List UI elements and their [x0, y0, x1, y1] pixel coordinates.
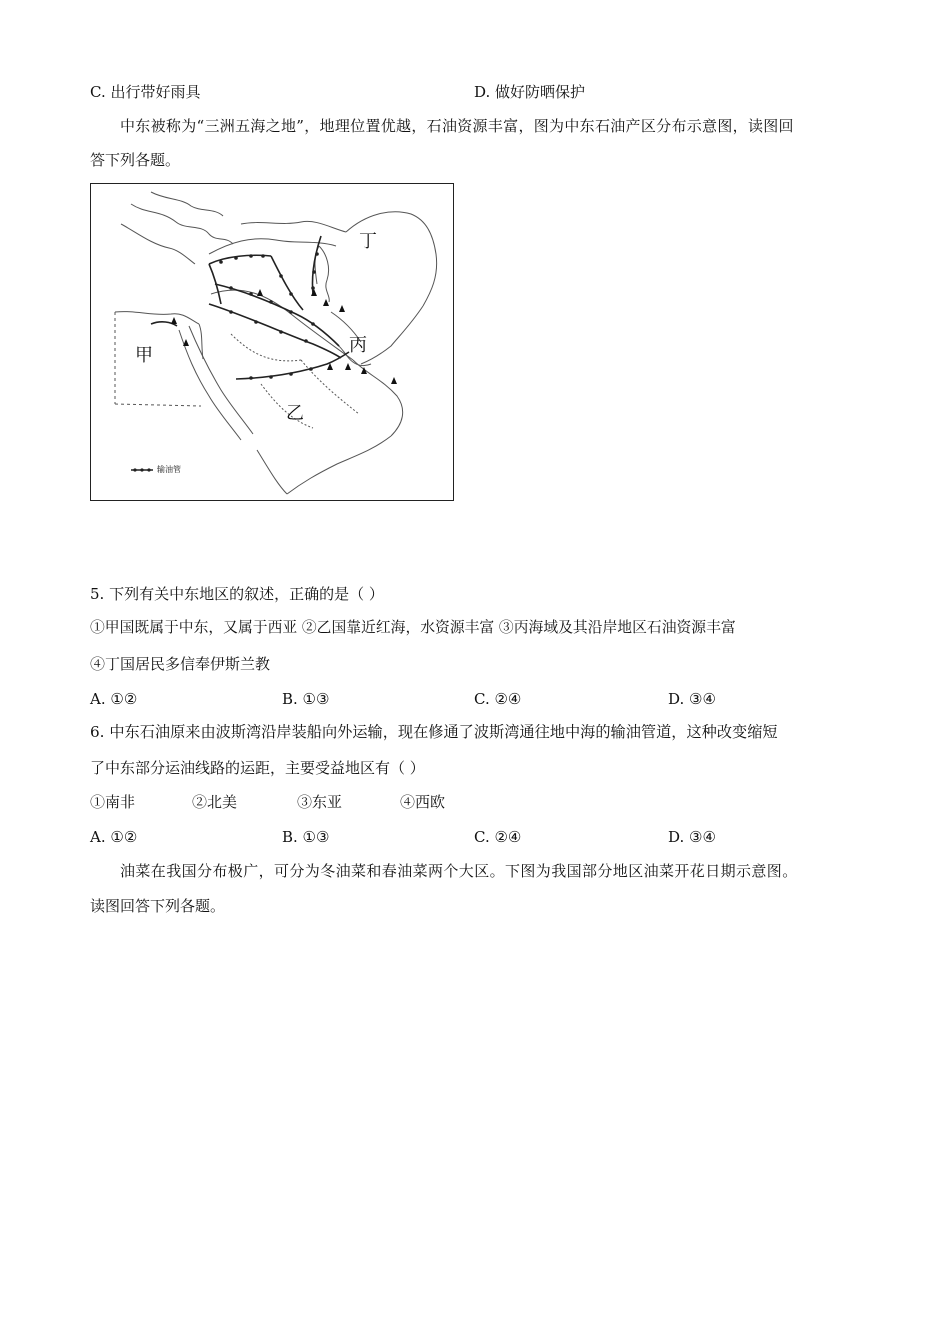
- question-6-statement-2: ②北美: [192, 793, 238, 811]
- question-6-statement-1: ①南非: [90, 793, 136, 811]
- question-6-statement-4: ④西欧: [400, 793, 446, 811]
- question-5-stem: 5. 下列有关中东地区的叙述，正确的是（ ）: [90, 585, 384, 603]
- question-6-option-b: B. ①③: [282, 828, 330, 846]
- intro2-paragraph-line2: 读图回答下列各题。: [90, 897, 226, 915]
- question-6-option-c: C. ②④: [474, 828, 522, 846]
- map-label-jia: 甲: [135, 345, 153, 366]
- question-6-statement-3: ③东亚: [297, 793, 343, 811]
- map-label-bing: 丙: [349, 335, 367, 356]
- question-5-statements-line2: ④丁国居民多信奉伊斯兰教: [90, 655, 271, 673]
- question-5-option-d: D. ③④: [668, 690, 716, 708]
- question-6-stem-line2: 了中东部分运油线路的运距，主要受益地区有（ ）: [90, 759, 425, 777]
- intro-paragraph-line1: 中东被称为“三洲五海之地”，地理位置优越，石油资源丰富，图为中东石油产区分布示意图，读图回: [120, 117, 794, 135]
- question-6-stem-line1: 6. 中东石油原来由波斯湾沿岸装船向外运输，现在修通了波斯湾通往地中海的输油管道，这种改变缩短: [90, 723, 778, 741]
- question-6-option-a: A. ①②: [90, 828, 138, 846]
- map-label-ding: 丁: [359, 231, 377, 252]
- question-5-statements-line1: ①甲国既属于中东，又属于西亚 ②乙国靠近红海，水资源丰富 ③丙海域及其沿岸地区石油资源丰富: [90, 619, 736, 636]
- question-5-option-a: A. ①②: [90, 690, 138, 708]
- map-drawing: [91, 184, 453, 500]
- middle-east-oil-map: [90, 183, 454, 501]
- option-d-prev: D. 做好防晒保护: [474, 83, 586, 101]
- intro2-paragraph-line1: 油菜在我国分布极广，可分为冬油菜和春油菜两个大区。下图为我国部分地区油菜开花日期示意图。: [120, 862, 798, 880]
- question-5-option-c: C. ②④: [474, 690, 522, 708]
- question-5-option-b: B. ①③: [282, 690, 330, 708]
- option-c-prev: C. 出行带好雨具: [90, 83, 201, 101]
- map-legend-label: 输油管: [157, 465, 181, 474]
- question-6-option-d: D. ③④: [668, 828, 716, 846]
- intro-paragraph-line2: 答下列各题。: [90, 151, 181, 169]
- map-label-yi: 乙: [286, 403, 304, 424]
